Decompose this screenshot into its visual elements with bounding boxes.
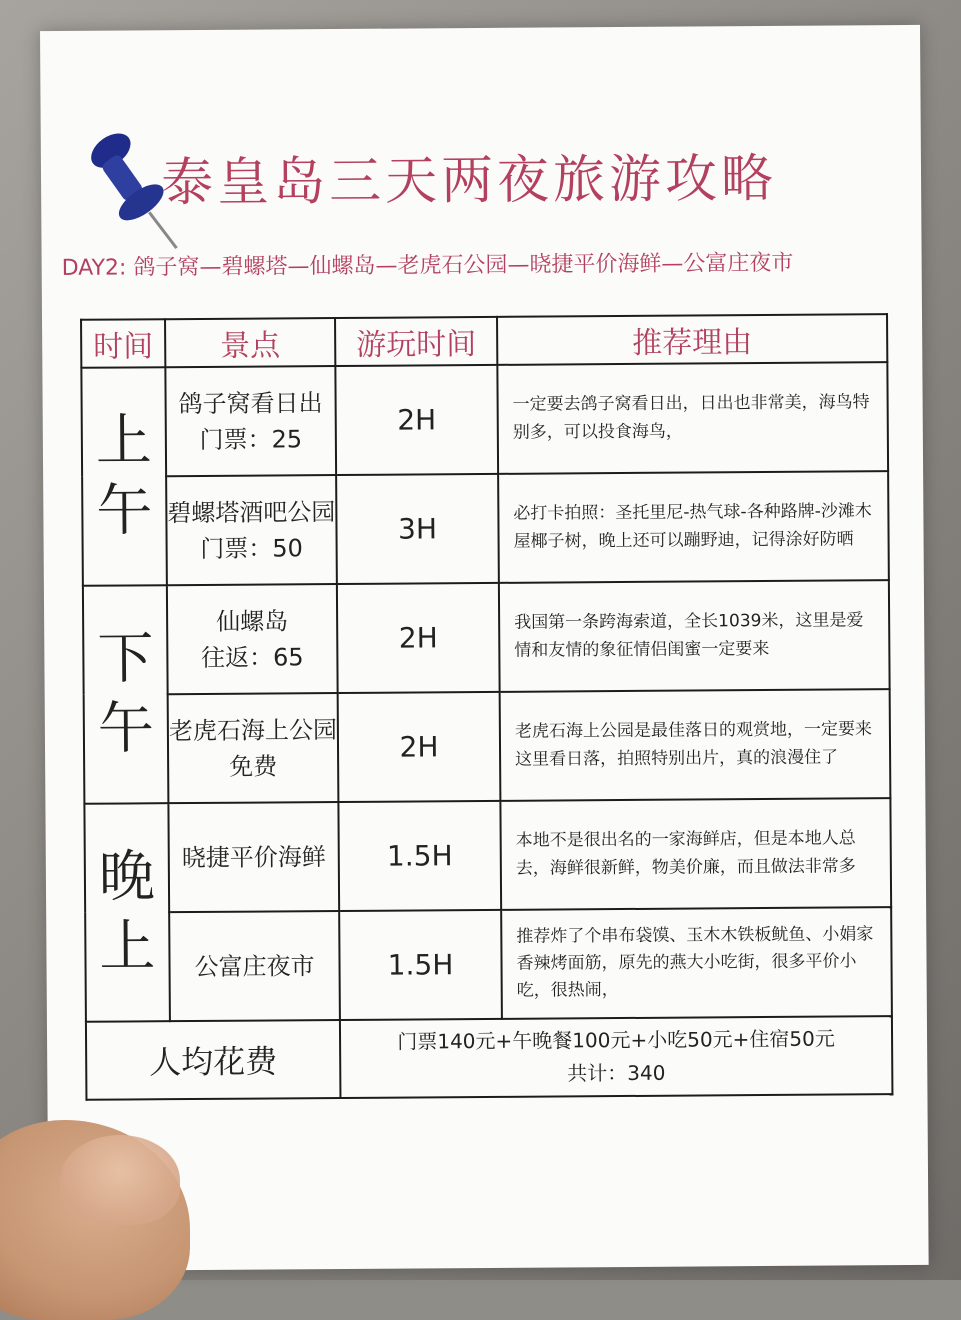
- itinerary-table: [80, 313, 893, 1101]
- reason-cell: 必打卡拍照：圣托里尼-热气球-各种路牌-沙滩木屋椰子树，晚上还可以蹦野迪，记得涂好防晒: [498, 471, 889, 583]
- spot-ticket: 往返：65: [201, 642, 304, 672]
- duration-cell: 2H: [337, 583, 500, 693]
- table-row: [84, 798, 891, 913]
- period-evening: 晚上: [84, 803, 170, 1022]
- spot-name: 老虎石海上公园: [168, 715, 337, 745]
- reason-cell: 推荐炸了个串布袋馍、玉木木铁板鱿鱼、小娟家香辣烤面筋，原先的燕大小吃街，很多平价小吃，很热闹，: [501, 907, 892, 1019]
- header-duration: 游玩时间: [335, 317, 497, 366]
- thumb-highlight: [60, 1135, 180, 1225]
- table-row: [82, 471, 889, 586]
- spot-cell: [169, 911, 340, 1021]
- header-time: 时间: [81, 319, 165, 368]
- reason-cell: 老虎石海上公园是最佳落日的观赏地，一定要来这里看日落，拍照特别出片，真的浪漫住了: [500, 689, 891, 801]
- duration-cell: 3H: [336, 474, 499, 584]
- spot-name: 碧螺塔酒吧公园: [167, 497, 336, 527]
- table-row: [85, 907, 892, 1022]
- spot-name: 公富庄夜市: [194, 951, 315, 981]
- table-header-row: [81, 314, 887, 368]
- table-row: [84, 689, 891, 804]
- period-morning: 上午: [81, 367, 167, 586]
- reason-cell: 本地不是很出名的一家海鲜店，但是本地人总去，海鲜很新鲜，物美价廉，而且做法非常多: [500, 798, 891, 910]
- paper-sheet: [40, 25, 929, 1271]
- cost-total: 共计：340: [567, 1060, 666, 1086]
- spot-name: 仙螺岛: [216, 606, 289, 636]
- duration-cell: 2H: [335, 365, 498, 475]
- spot-ticket: 门票：50: [200, 533, 303, 563]
- period-afternoon: 下午: [83, 585, 169, 804]
- reason-cell: 一定要去鸽子窝看日出，日出也非常美，海鸟特别多，可以投食海鸟，: [497, 362, 888, 474]
- reason-cell: 我国第一条跨海索道，全长1039米，这里是爱情和友情的象征情侣闺蜜一定要来: [499, 580, 890, 692]
- cost-row: [86, 1016, 893, 1100]
- header-reason: 推荐理由: [497, 314, 887, 365]
- spot-cell: [165, 366, 336, 476]
- page-title: 泰皇岛三天两夜旅游攻略: [160, 148, 778, 214]
- spot-cell: [168, 802, 339, 912]
- spot-ticket: 免费: [229, 751, 278, 781]
- duration-cell: 1.5H: [339, 910, 502, 1020]
- spot-name: 鸽子窝看日出: [178, 388, 323, 418]
- cost-label: 人均花费: [86, 1020, 341, 1100]
- spot-ticket: 门票：25: [199, 424, 303, 454]
- spot-cell: [168, 693, 339, 803]
- cost-detail-cell: [340, 1016, 893, 1098]
- spot-name: 晓捷平价海鲜: [181, 842, 326, 872]
- table-row: [81, 362, 888, 477]
- duration-cell: 2H: [338, 692, 501, 802]
- spot-cell: [167, 584, 338, 694]
- duration-cell: 1.5H: [338, 801, 501, 911]
- day-route-subtitle: DAY2: 鸽子窝—碧螺塔—仙螺岛—老虎石公园—晓捷平价海鲜—公富庄夜市: [61, 250, 794, 281]
- header-spot: 景点: [165, 318, 335, 367]
- spot-cell: [166, 475, 337, 585]
- cost-breakdown: 门票140元+午晚餐100元+小吃50元+住宿50元: [397, 1026, 835, 1054]
- table-row: [83, 580, 890, 695]
